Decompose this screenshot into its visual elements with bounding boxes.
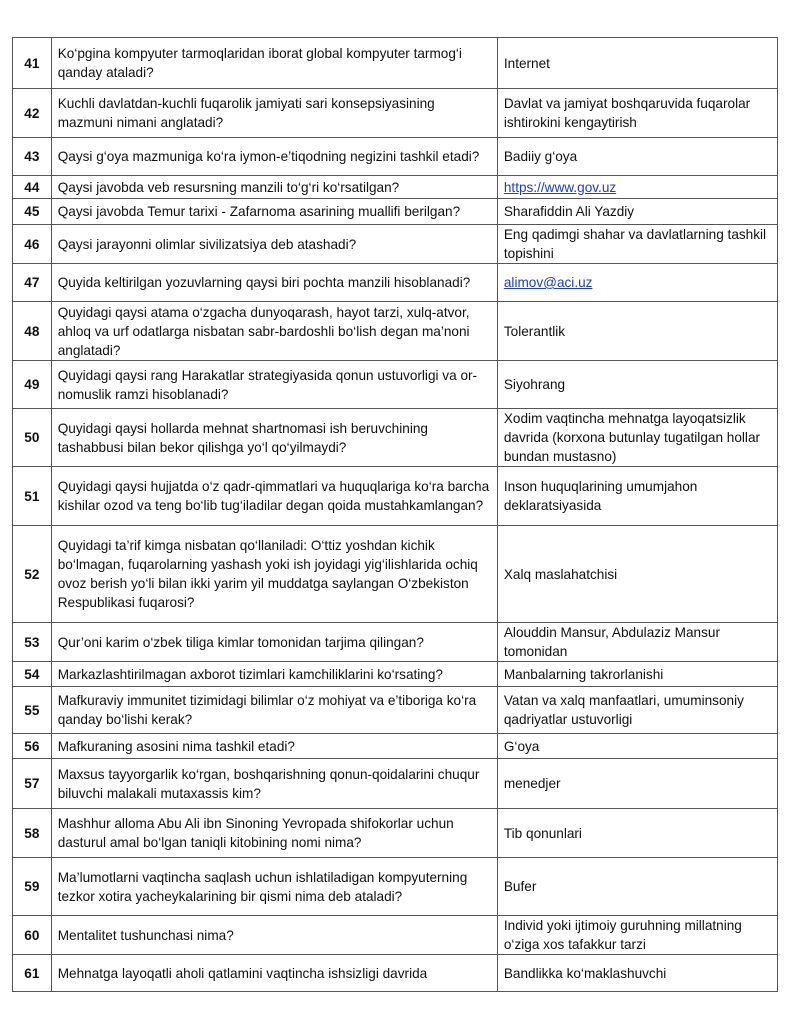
- table-row: [13, 361, 778, 409]
- question-cell: Mafkuraviy immunitet tizimidagi bilimlar o‘z mohiyat va e’tiboriga ko‘ra qanday bo‘lishi kerak?: [51, 687, 497, 734]
- answer-cell: Internet: [497, 38, 777, 89]
- question-cell: Mentalitet tushunchasi nima?: [51, 916, 497, 955]
- answer-cell: G‘oya: [497, 734, 777, 759]
- table-row: [13, 225, 778, 264]
- table-row: [13, 916, 778, 955]
- row-number: 60: [13, 916, 52, 955]
- question-cell: Quyidagi qaysi hujjatda o‘z qadr-qimmatlari va huquqlariga ko‘ra barcha kishilar ozod va teng bo‘lib tug‘iladilar degan qoida mustahkamlangan?: [51, 467, 497, 526]
- row-number: 52: [13, 526, 52, 623]
- answer-cell: Vatan va xalq manfaatlari, umuminsoniy qadriyatlar ustuvorligi: [497, 687, 777, 734]
- question-cell: Qaysi javobda veb resursning manzili to‘g‘ri ko‘rsatilgan?: [51, 176, 497, 199]
- answer-cell: Xalq maslahatchisi: [497, 526, 777, 623]
- question-cell: Mashhur alloma Abu Ali ibn Sinoning Yevropada shifokorlar uchun dasturul amal bo‘lgan taniqli kitobining nomi nima?: [51, 809, 497, 858]
- row-number: 47: [13, 264, 52, 302]
- row-number: 43: [13, 138, 52, 176]
- question-answer-table: [12, 37, 778, 992]
- answer-cell: Badiiy g‘oya: [497, 138, 777, 176]
- table-row: [13, 199, 778, 225]
- table-row: [13, 858, 778, 916]
- question-cell: Mehnatga layoqatli aholi qatlamini vaqtincha ishsizligi davrida: [51, 955, 497, 992]
- answer-cell: Bufer: [497, 858, 777, 916]
- question-cell: Ko‘pgina kompyuter tarmoqlaridan iborat global kompyuter tarmog‘i qanday ataladi?: [51, 38, 497, 89]
- answer-cell: Xodim vaqtincha mehnatga layoqatsizlik davrida (korxona butunlay tugatilgan hollar bundan mustasno): [497, 409, 777, 467]
- row-number: 59: [13, 858, 52, 916]
- question-cell: Quyidagi ta’rif kimga nisbatan qo‘llaniladi: O‘ttiz yoshdan kichik bo‘lmagan, fuqarolarning yashash yoki ish joyidagi yig‘ilishlarida ochiq ovoz berish yo‘li bilan ikki yarim yil muddatga saylangan O‘zbekiston Respublikasi fuqarosi?: [51, 526, 497, 623]
- table-row: [13, 734, 778, 759]
- table-row: [13, 809, 778, 858]
- row-number: 49: [13, 361, 52, 409]
- row-number: 41: [13, 38, 52, 89]
- row-number: 46: [13, 225, 52, 264]
- row-number: 57: [13, 759, 52, 809]
- answer-cell: Tolerantlik: [497, 302, 777, 361]
- row-number: 56: [13, 734, 52, 759]
- row-number: 61: [13, 955, 52, 992]
- question-cell: Qur’oni karim o‘zbek tiliga kimlar tomonidan tarjima qilingan?: [51, 623, 497, 662]
- table-row: [13, 409, 778, 467]
- table-row: [13, 176, 778, 199]
- answer-cell: Sharafiddin Ali Yazdiy: [497, 199, 777, 225]
- row-number: 51: [13, 467, 52, 526]
- question-cell: Qaysi jarayonni olimlar sivilizatsiya deb atashadi?: [51, 225, 497, 264]
- row-number: 42: [13, 89, 52, 138]
- question-cell: Mafkuraning asosini nima tashkil etadi?: [51, 734, 497, 759]
- table-row: [13, 264, 778, 302]
- row-number: 53: [13, 623, 52, 662]
- question-cell: Maxsus tayyorgarlik ko‘rgan, boshqarishning qonun-qoidalarini chuqur biluvchi malakali mutaxassis kim?: [51, 759, 497, 809]
- question-cell: Qaysi javobda Temur tarixi - Zafarnoma asarining muallifi berilgan?: [51, 199, 497, 225]
- question-cell: Ma’lumotlarni vaqtincha saqlash uchun ishlatiladigan kompyuterning tezkor xotira yacheykalarining bir qismi nima deb ataladi?: [51, 858, 497, 916]
- answer-cell: menedjer: [497, 759, 777, 809]
- answer-cell: Tib qonunlari: [497, 809, 777, 858]
- website-link[interactable]: https://www.gov.uz: [503, 179, 617, 195]
- answer-cell: Eng qadimgi shahar va davlatlarning tashkil topishini: [497, 225, 777, 264]
- question-cell: Quyidagi qaysi rang Harakatlar strategiyasida qonun ustuvorligi va or-nomuslik ramzi hisoblanadi?: [51, 361, 497, 409]
- answer-cell: Alouddin Mansur, Abdulaziz Mansur tomonidan: [497, 623, 777, 662]
- table-row: [13, 89, 778, 138]
- row-number: 55: [13, 687, 52, 734]
- question-cell: Qaysi g‘oya mazmuniga ko‘ra iymon-e’tiqodning negizini tashkil etadi?: [51, 138, 497, 176]
- answer-cell: Individ yoki ijtimoiy guruhning millatning o‘ziga xos tafakkur tarzi: [497, 916, 777, 955]
- table-row: [13, 138, 778, 176]
- table-row: [13, 759, 778, 809]
- table-row: [13, 955, 778, 992]
- email-link[interactable]: alimov@aci.uz: [503, 275, 593, 290]
- answer-cell: Manbalarning takrorlanishi: [497, 662, 777, 687]
- row-number: 50: [13, 409, 52, 467]
- table-row: [13, 623, 778, 662]
- answer-cell: [497, 264, 777, 302]
- question-cell: Quyida keltirilgan yozuvlarning qaysi biri pochta manzili hisoblanadi?: [51, 264, 497, 302]
- question-cell: Kuchli davlatdan-kuchli fuqarolik jamiyati sari konsepsiyasining mazmuni nimani anglatadi?: [51, 89, 497, 138]
- row-number: 54: [13, 662, 52, 687]
- table-row: [13, 662, 778, 687]
- answer-cell: Bandlikka ko‘maklashuvchi: [497, 955, 777, 992]
- row-number: 48: [13, 302, 52, 361]
- question-cell: Quyidagi qaysi hollarda mehnat shartnomasi ish beruvchining tashabbusi bilan bekor qilishga yo‘l qo‘yilmaydi?: [51, 409, 497, 467]
- table-row: [13, 467, 778, 526]
- row-number: 44: [13, 176, 52, 199]
- question-cell: Quyidagi qaysi atama o‘zgacha dunyoqarash, hayot tarzi, xulq-atvor, ahloq va urf odatlarga nisbatan sabr-bardoshli bo‘lish degan ma’noni anglatadi?: [51, 302, 497, 361]
- table-row: [13, 302, 778, 361]
- row-number: 58: [13, 809, 52, 858]
- table-row: [13, 38, 778, 89]
- answer-cell: Siyohrang: [497, 361, 777, 409]
- question-cell: Markazlashtirilmagan axborot tizimlari kamchiliklarini ko‘rsating?: [51, 662, 497, 687]
- table-row: [13, 526, 778, 623]
- table-row: [13, 687, 778, 734]
- answer-cell: Davlat va jamiyat boshqaruvida fuqarolar ishtirokini kengaytirish: [497, 89, 777, 138]
- row-number: 45: [13, 199, 52, 225]
- answer-cell: [497, 176, 777, 199]
- answer-cell: Inson huquqlarining umumjahon deklaratsiyasida: [497, 467, 777, 526]
